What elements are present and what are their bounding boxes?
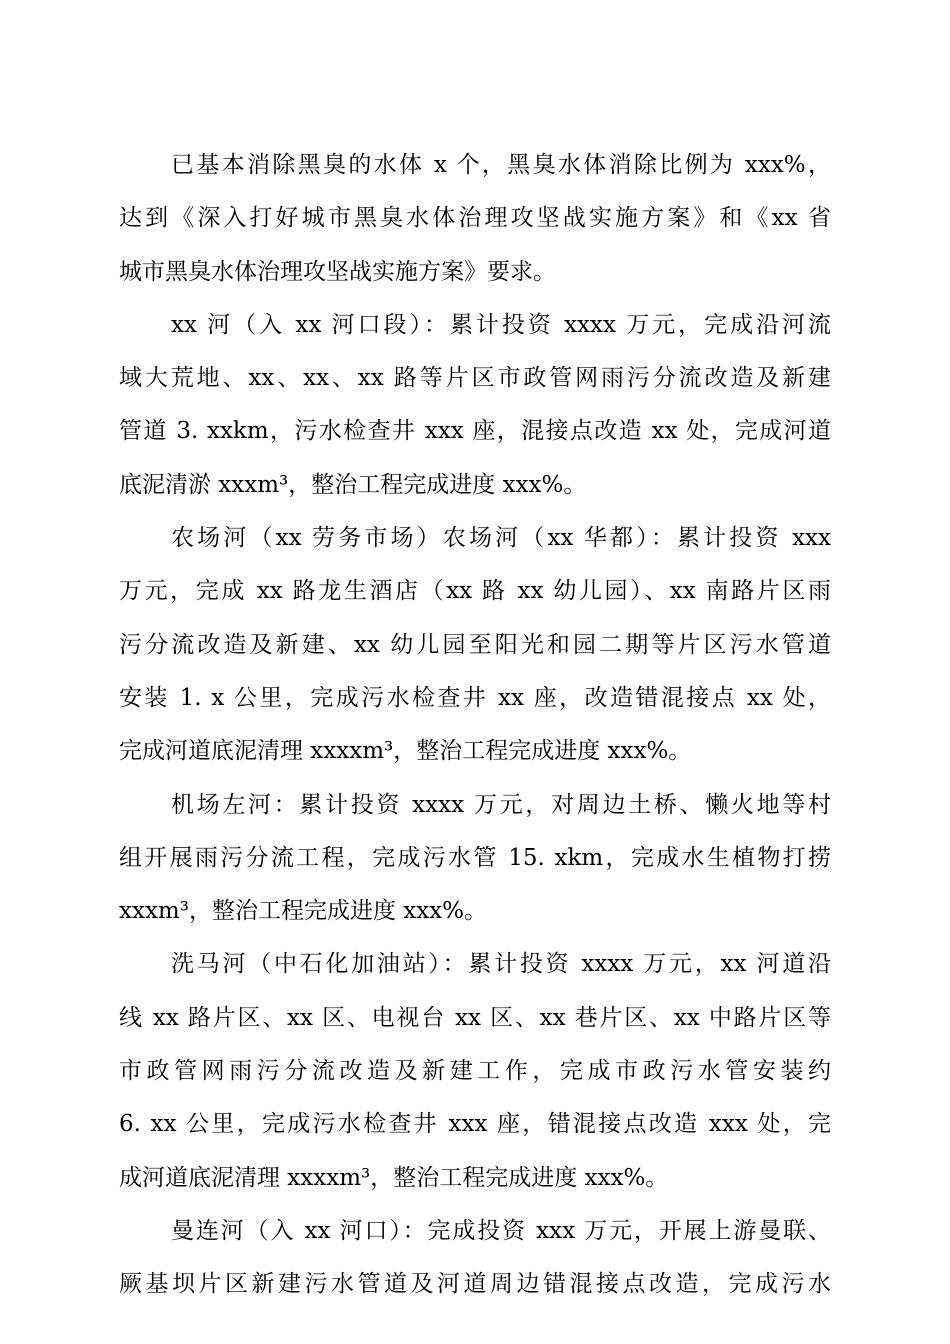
paragraph-farm-river — [119, 512, 831, 778]
text-line: 农场河（xx 劳务市场）农场河（xx 华都）：累计投资 xxx — [171, 525, 831, 552]
text-line: 组开展雨污分流工程，完成污水管 15. xkm，完成水生植物打捞 — [119, 844, 831, 871]
text-line: 6. xx 公里，完成污水检查井 xxx 座，错混接点改造 xxx 处，完 — [119, 1111, 831, 1138]
text-line: 线 xx 路片区、xx 区、电视台 xx 区、xx 巷片区、xx 中路片区等 — [119, 1004, 831, 1031]
text-line: 城市黑臭水体治理攻坚战实施方案》要求。 — [119, 258, 556, 285]
text-line: 已基本消除黑臭的水体 x 个，黑臭水体消除比例为 xxx%， — [171, 152, 831, 178]
text-line: 域大荒地、xx、xx、xx 路等片区市政管网雨污分流改造及新建 — [119, 365, 831, 392]
text-line: 洗马河（中石化加油站）：累计投资 xxxx 万元，xx 河道沿 — [171, 951, 831, 978]
paragraph-xx-river — [119, 299, 831, 512]
text-line: 污分流改造及新建、xx 幼儿园至阳光和园二期等片区污水管道 — [119, 631, 831, 658]
text-line: 完成河道底泥清理 xxxxm³，整治工程完成进度 xxx%。 — [119, 738, 692, 765]
text-line: 安装 1. x 公里，完成污水检查井 xx 座，改造错混接点 xx 处， — [119, 684, 831, 711]
text-line: 成河道底泥清理 xxxxm³，整治工程完成进度 xxx%。 — [119, 1164, 669, 1191]
paragraph-airport-left-river — [119, 779, 831, 939]
text-line: xxxm³，整治工程完成进度 xxx%。 — [119, 898, 488, 925]
paragraph-ximahe-river — [119, 938, 831, 1204]
text-line: xx 河（入 xx 河口段）：累计投资 xxxx 万元，完成沿河流 — [171, 311, 831, 338]
text-line: 市政管网雨污分流改造及新建工作，完成市政污水管安装约 — [119, 1058, 831, 1085]
body-text — [119, 139, 831, 1312]
text-line: 曼连河（入 xx 河口）：完成投资 xxx 万元，开展上游曼联、 — [171, 1217, 831, 1244]
text-line: 达到《深入打好城市黑臭水体治理攻坚战实施方案》和《xx 省 — [119, 205, 831, 232]
text-line: 机场左河：累计投资 xxxx 万元，对周边土桥、懒火地等村 — [171, 791, 831, 818]
text-line: 厥基坝片区新建污水管道及河道周边错混接点改造，完成污水 — [119, 1271, 831, 1298]
paragraph-manlian-river — [119, 1205, 831, 1312]
text-line: 底泥清淤 xxxm³，整治工程完成进度 xxx%。 — [119, 471, 587, 498]
text-line: 管道 3. xxkm，污水检查井 xxx 座，混接点改造 xx 处，完成河道 — [119, 418, 831, 445]
text-line: 万元，完成 xx 路龙生酒店（xx 路 xx 幼儿园）、xx 南路片区雨 — [119, 578, 831, 605]
paragraph-summary — [119, 139, 831, 299]
